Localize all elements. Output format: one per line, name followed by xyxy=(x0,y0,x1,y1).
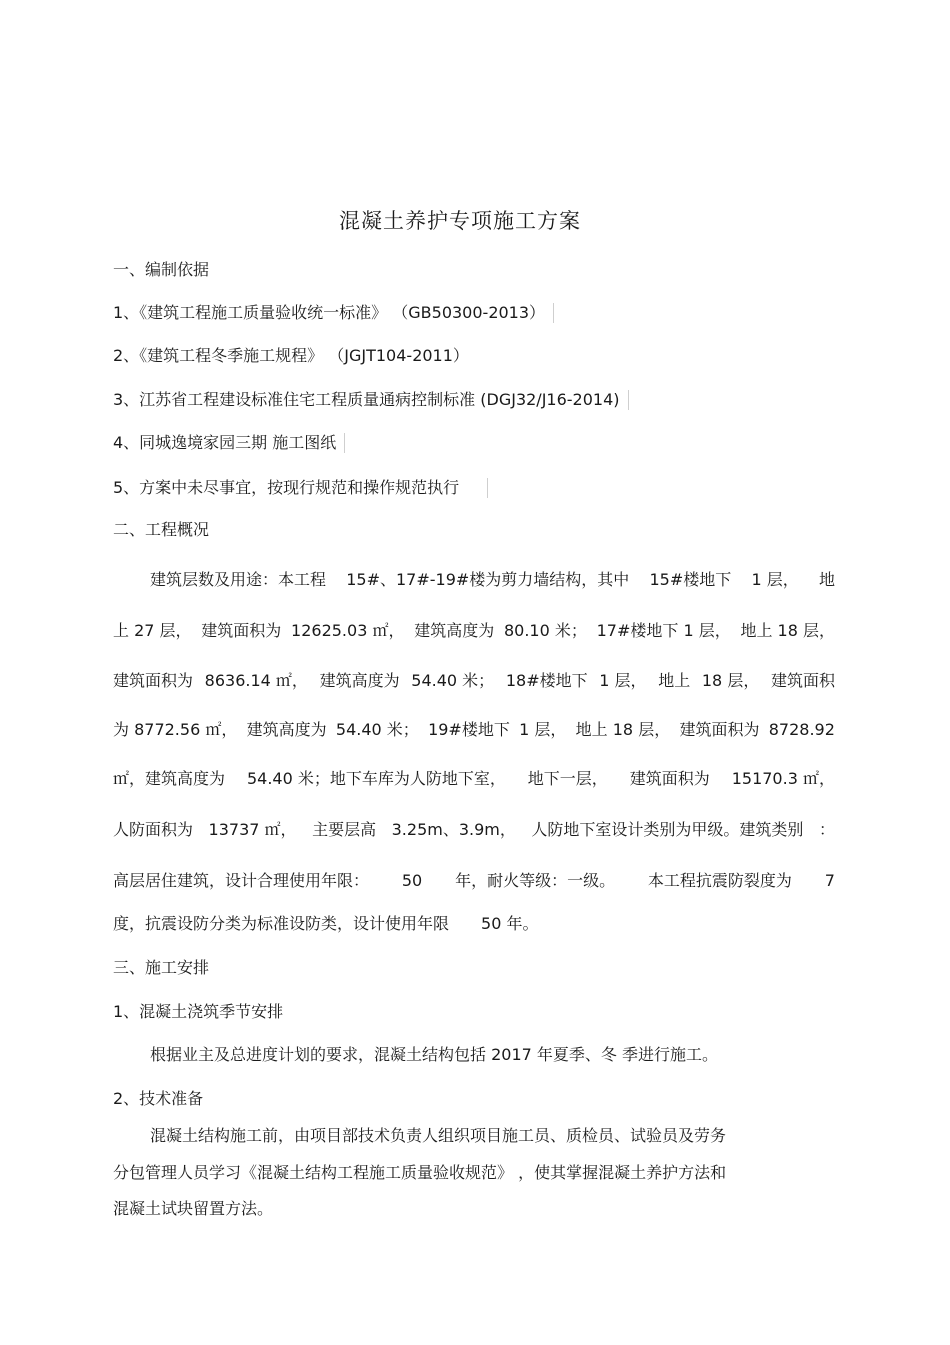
tech-text-line-2: 分包管理人员学习《混凝土结构工程施工质量验收规范》 ，使其掌握混凝土养护方法和 xyxy=(113,1163,727,1182)
text-span: 15170.3 ㎡， xyxy=(731,769,835,788)
text-span: 8728.92 xyxy=(768,720,835,739)
text-span: 1 层， xyxy=(519,720,567,739)
text-span: 3.25m、3.9m， xyxy=(391,820,516,839)
text-span: 地 xyxy=(818,570,835,589)
text-span: 建筑高度为 xyxy=(414,621,495,640)
text-span: 15#、17#-19#楼为剪力墙结构，其中 xyxy=(346,570,630,589)
text-span: 主要层高 xyxy=(312,820,377,839)
text-span: 建筑面积为 xyxy=(679,720,760,739)
tech-text-line-1: 混凝土结构施工前，由项目部技术负责人组织项目施工员、质检员、试验员及劳务 xyxy=(150,1126,727,1145)
text-span: 13737 ㎡， xyxy=(208,820,297,839)
text-span: 18#楼地下 xyxy=(505,671,588,690)
tech-text-line-3: 混凝土试块留置方法。 xyxy=(113,1199,274,1218)
text-span: 地下一层， xyxy=(527,769,608,788)
overview-line-4 xyxy=(113,720,835,740)
text-span: 12625.03 ㎡， xyxy=(291,621,405,640)
text-span: 本工程抗震防裂度为 xyxy=(647,871,792,890)
section-heading-overview: 二、工程概况 xyxy=(113,520,210,539)
text-span: 54.40 米；地下车库为人防地下室， xyxy=(246,769,506,788)
basis-item-2: 2、《建筑工程冬季施工规程》 （JGJT104-2011） xyxy=(113,346,469,365)
text-span: 地上 18 层， xyxy=(740,621,835,640)
basis-item-1: 1、《建筑工程施工质量验收统一标准》 （GB50300-2013） xyxy=(113,303,554,323)
text-span: 建筑层数及用途：本工程 xyxy=(150,570,327,589)
text-span: 度，抗震设防分类为标准设防类，设计使用年限 xyxy=(113,914,450,933)
text-span: 建筑面积为 xyxy=(629,769,710,788)
season-text: 根据业主及总进度计划的要求，混凝土结构包括 2017 年夏季、冬 季进行施工。 xyxy=(150,1045,718,1064)
document-title: 混凝土养护专项施工方案 xyxy=(339,209,581,233)
text-span: 年，耐火等级：一级。 xyxy=(455,871,616,890)
overview-line-1 xyxy=(150,570,835,590)
text-span: 地上 18 层， xyxy=(575,720,671,739)
text-span: 建筑面积 xyxy=(770,671,835,690)
subsection-title-season: 1、混凝土浇筑季节安排 xyxy=(113,1002,284,1021)
text-span: 50 xyxy=(401,871,423,890)
section-heading-arrangement: 三、施工安排 xyxy=(113,958,210,977)
text-span: 建筑面积为 xyxy=(113,671,194,690)
text-span: 54.40 米； xyxy=(411,671,495,690)
text-span: 50 年。 xyxy=(481,914,539,933)
text-span: 8636.14 ㎡， xyxy=(204,671,308,690)
subsection-title-tech: 2、技术准备 xyxy=(113,1089,204,1108)
text-span: 为 8772.56 ㎡， xyxy=(113,720,238,739)
overview-line-6 xyxy=(113,820,835,840)
overview-line-8 xyxy=(113,914,835,934)
section-heading-basis: 一、编制依据 xyxy=(113,260,210,279)
text-span: 7 xyxy=(824,871,835,890)
overview-line-7 xyxy=(113,871,835,891)
text-span: 19#楼地下 xyxy=(428,720,510,739)
text-span: 建筑高度为 xyxy=(246,720,327,739)
text-span: 人防面积为 xyxy=(113,820,194,839)
text-span: ： xyxy=(818,820,835,839)
text-span: 17#楼地下 1 层， xyxy=(596,621,731,640)
text-span: ㎡，建筑高度为 xyxy=(113,769,226,788)
text-span: 高层居住建筑，设计合理使用年限： xyxy=(113,871,370,890)
text-span: 1 层， xyxy=(599,671,647,690)
basis-item-4: 4、同城逸境家园三期 施工图纸 xyxy=(113,433,345,453)
text-span: 地上 xyxy=(658,671,691,690)
text-span: 人防地下室设计类别为甲级。建筑类别 xyxy=(531,820,804,839)
text-span: 54.40 米； xyxy=(335,720,419,739)
overview-line-3 xyxy=(113,671,835,691)
text-span: 15#楼地下 xyxy=(649,570,732,589)
basis-item-5: 5、方案中未尽事宜，按现行规范和操作规范执行 xyxy=(113,478,488,498)
text-span: 建筑面积为 xyxy=(201,621,282,640)
text-span: 1 层， xyxy=(751,570,799,589)
text-span: 80.10 米； xyxy=(503,621,587,640)
text-span: 建筑高度为 xyxy=(319,671,400,690)
text-span: 18 层， xyxy=(701,671,760,690)
text-span: 上 27 层， xyxy=(113,621,192,640)
overview-line-5 xyxy=(113,769,835,789)
overview-line-2 xyxy=(113,621,835,641)
basis-item-3: 3、江苏省工程建设标准住宅工程质量通病控制标准 (DGJ32/J16-2014) xyxy=(113,390,629,410)
